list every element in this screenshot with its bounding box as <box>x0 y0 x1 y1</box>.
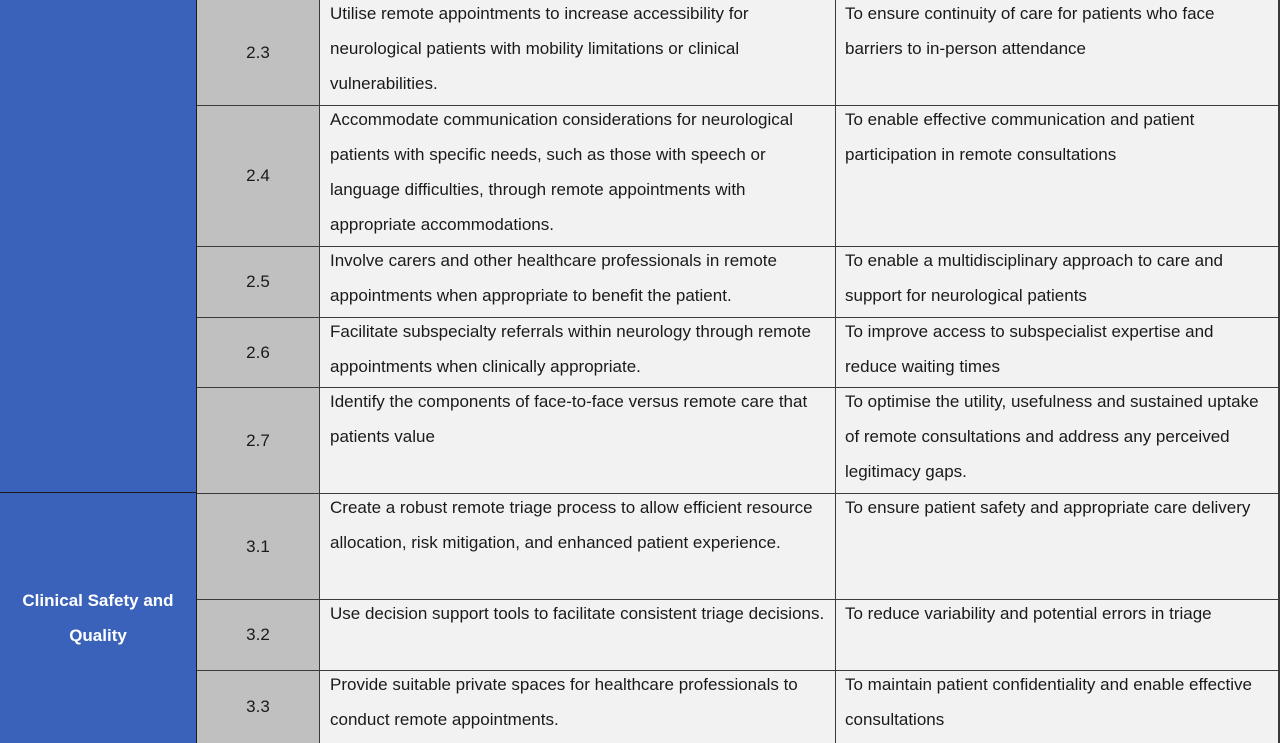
row-action-text: Identify the components of face-to-face versus remote care that patients value <box>330 392 808 446</box>
row-action <box>320 600 836 670</box>
row-action-text: Involve carers and other healthcare professionals in remote appointments when appropriate to benefit the patient. <box>330 251 777 305</box>
row-rationale <box>836 494 1278 599</box>
category-label-clinical-safety: Clinical Safety and Quality <box>22 591 174 645</box>
row-rationale-text: To ensure patient safety and appropriate care delivery <box>845 498 1251 517</box>
row-action-text: Utilise remote appointments to increase accessibility for neurological patients with mobility limitations or clinical vulnerabilities. <box>330 4 749 93</box>
table-row <box>197 318 1278 388</box>
row-rationale <box>836 671 1278 743</box>
row-rationale-text: To improve access to subspecialist expertise and reduce waiting times <box>845 322 1214 376</box>
table-row <box>197 600 1278 671</box>
row-number: 2.3 <box>197 0 320 105</box>
row-number: 2.6 <box>197 318 320 387</box>
row-action <box>320 0 836 105</box>
row-rationale <box>836 318 1278 387</box>
category-cell-top <box>0 0 197 493</box>
category-cell-clinical-safety <box>0 493 197 743</box>
row-number: 2.5 <box>197 247 320 317</box>
row-rationale <box>836 388 1278 493</box>
row-rationale <box>836 600 1278 670</box>
row-action <box>320 671 836 743</box>
table-row <box>197 106 1278 247</box>
row-action <box>320 106 836 246</box>
table-row <box>197 494 1278 600</box>
row-action-text: Facilitate subspecialty referrals within neurology through remote appointments when clinically appropriate. <box>330 322 811 376</box>
row-number: 2.7 <box>197 388 320 493</box>
row-action-text: Accommodate communication considerations for neurological patients with specific needs, such as those with speech or language difficulties, through remote appointments with appropriate accommodations. <box>330 110 794 234</box>
row-rationale-text: To enable effective communication and patient participation in remote consultations <box>845 110 1195 164</box>
table-row <box>197 0 1278 106</box>
row-rationale-text: To optimise the utility, usefulness and sustained uptake of remote consultations and address any perceived legitimacy gaps. <box>845 392 1259 481</box>
row-action <box>320 388 836 493</box>
row-rationale-text: To maintain patient confidentiality and enable effective consultations <box>845 675 1253 729</box>
table-row <box>197 247 1278 318</box>
row-number: 3.3 <box>197 671 320 743</box>
row-action-text: Create a robust remote triage process to allow efficient resource allocation, risk mitigation, and enhanced patient experience. <box>330 498 813 552</box>
row-action-text: Use decision support tools to facilitate consistent triage decisions. <box>330 604 825 623</box>
row-number: 3.2 <box>197 600 320 670</box>
row-number: 3.1 <box>197 494 320 599</box>
table-row <box>197 671 1278 743</box>
row-action <box>320 318 836 387</box>
row-rationale-text: To reduce variability and potential errors in triage <box>845 604 1212 623</box>
row-rationale <box>836 106 1278 246</box>
row-action <box>320 247 836 317</box>
table-row <box>197 388 1278 494</box>
row-rationale <box>836 247 1278 317</box>
row-rationale <box>836 0 1278 105</box>
row-action-text: Provide suitable private spaces for healthcare professionals to conduct remote appointments. <box>330 675 798 729</box>
row-number: 2.4 <box>197 106 320 246</box>
row-action <box>320 494 836 599</box>
row-rationale-text: To ensure continuity of care for patients who face barriers to in-person attendance <box>845 4 1215 58</box>
row-rationale-text: To enable a multidisciplinary approach to care and support for neurological patients <box>845 251 1224 305</box>
